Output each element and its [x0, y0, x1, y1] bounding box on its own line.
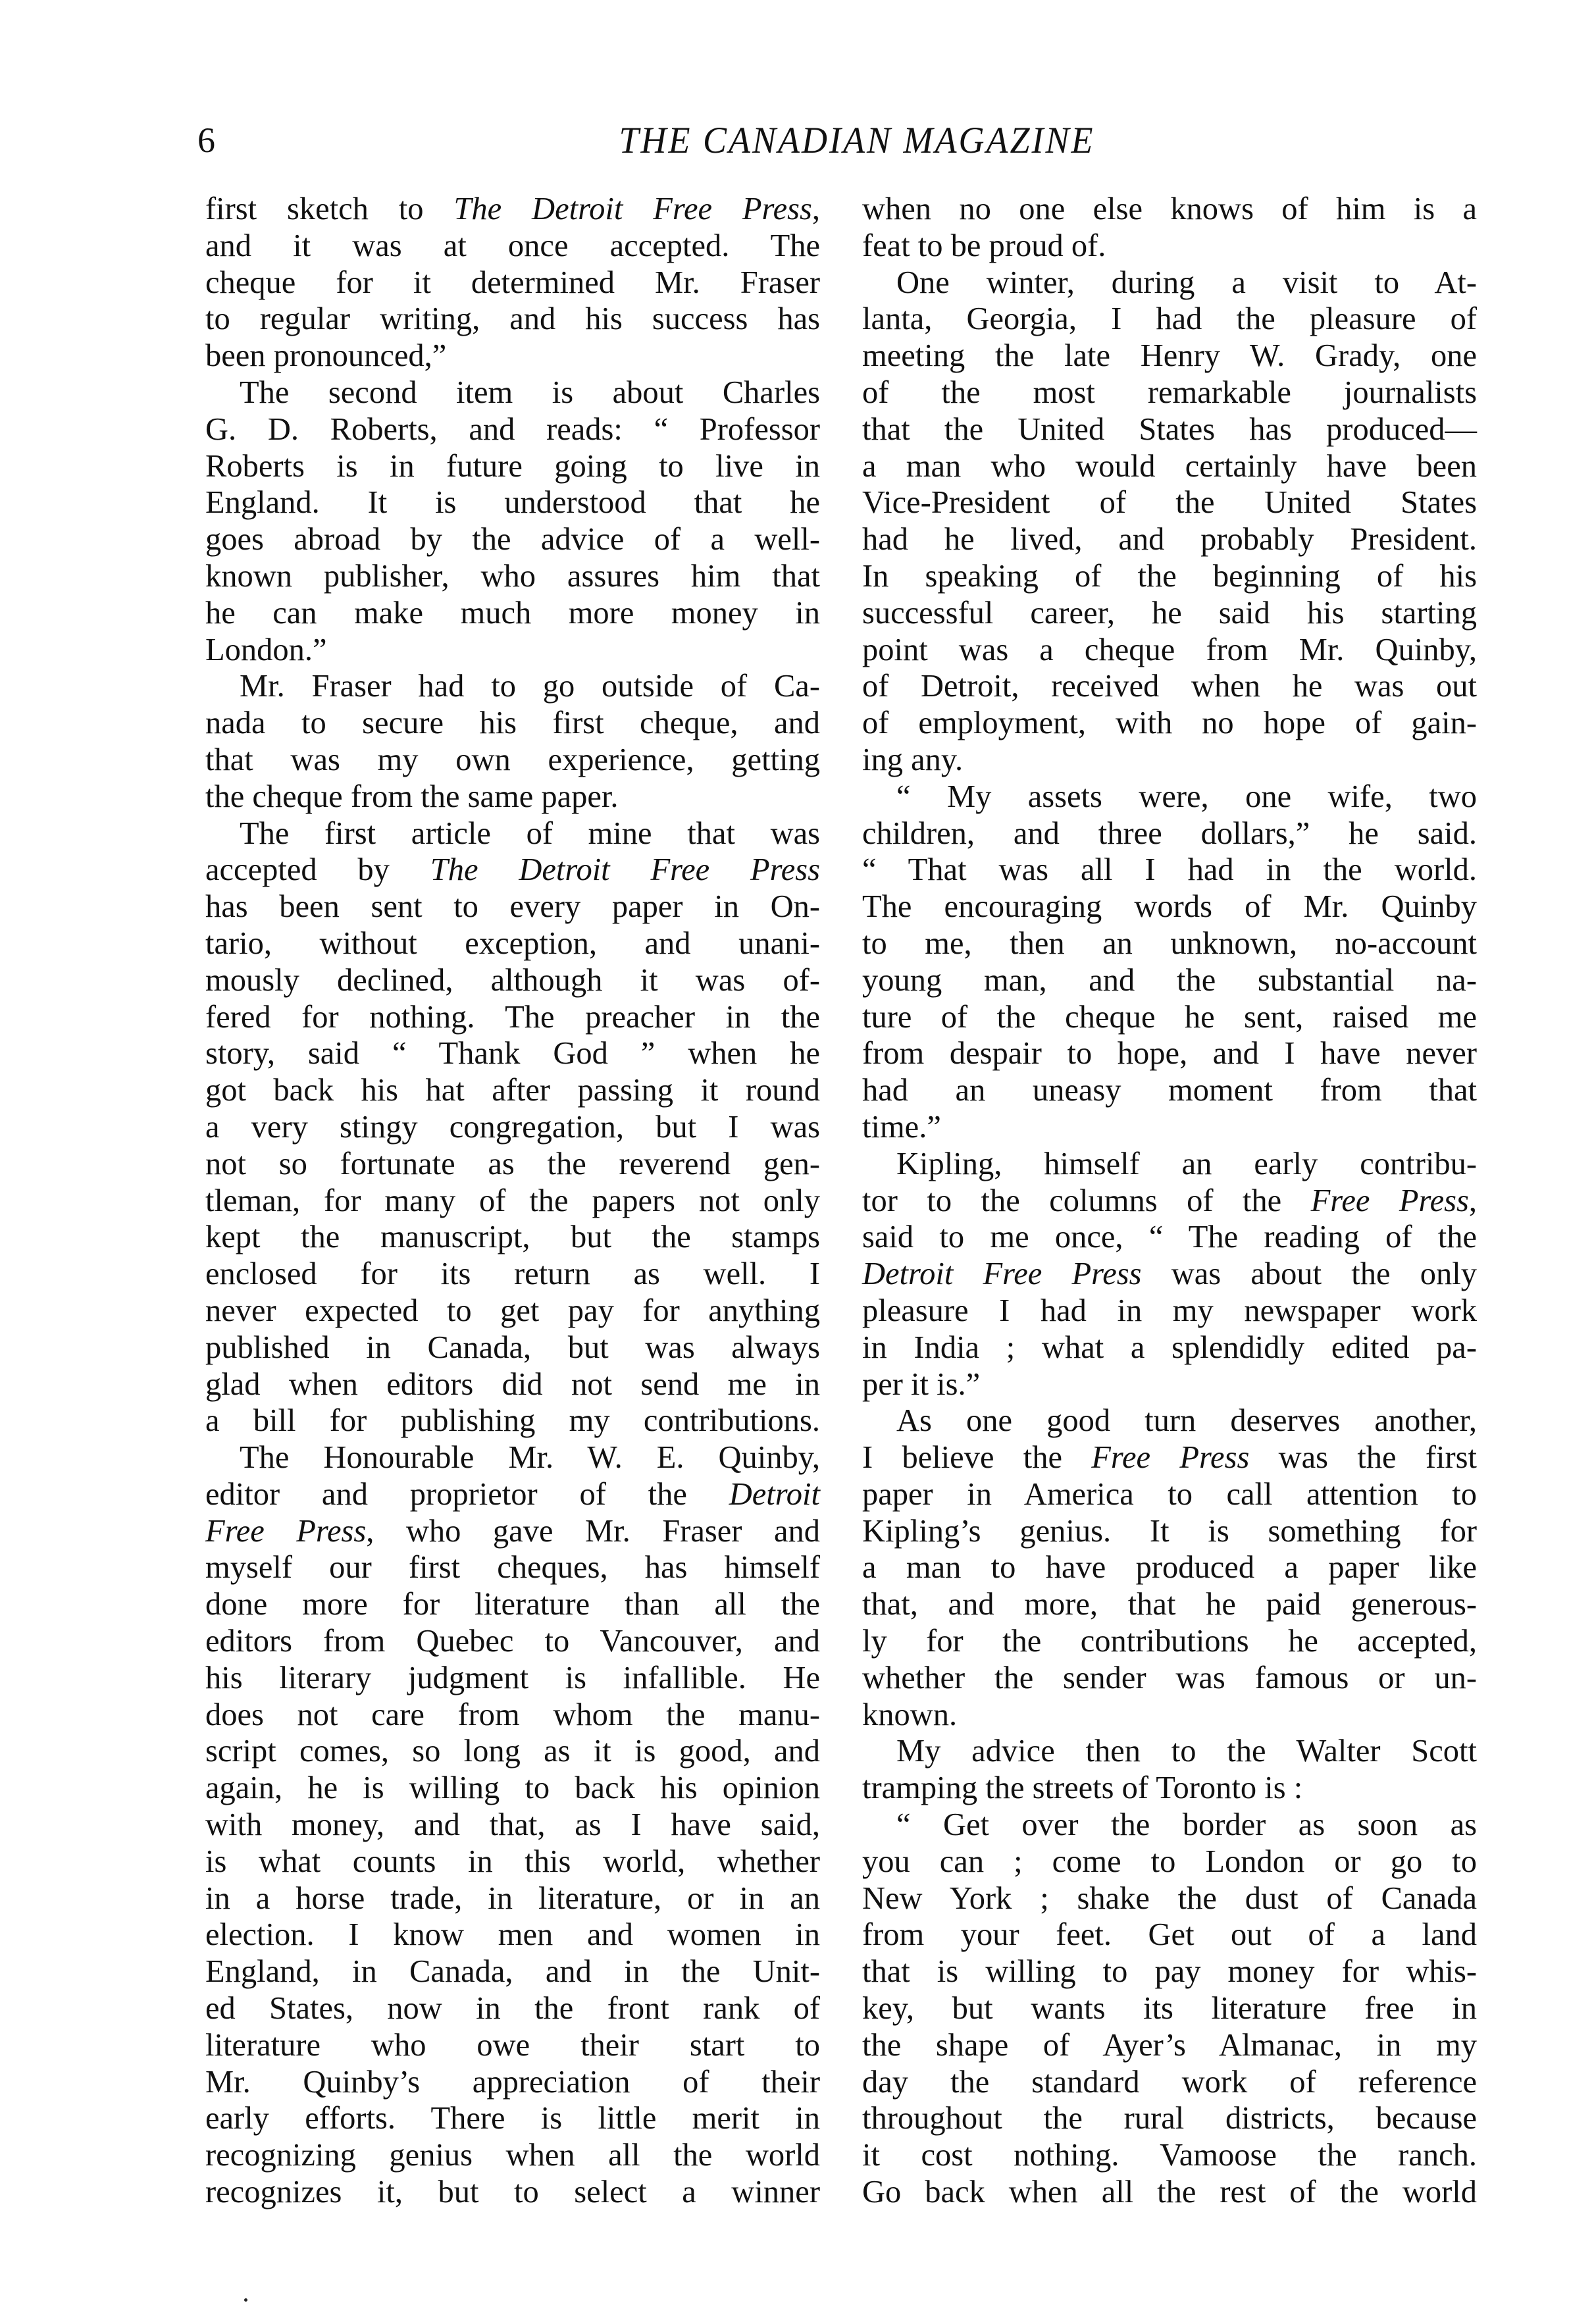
running-title: THE CANADIAN MAGAZINE	[619, 119, 1095, 161]
text-segment: that was my own experience, getting	[205, 742, 820, 777]
text-line	[862, 1844, 1477, 1880]
text-segment: Go back when all the rest of the world	[862, 2175, 1477, 2210]
text-line	[205, 1109, 820, 1146]
text-segment: a man who would certainly have been	[862, 448, 1477, 484]
text-segment: England, in Canada, and in the Unit-	[205, 1954, 820, 1990]
text-line	[205, 889, 820, 925]
text-line	[205, 705, 820, 742]
text-line	[205, 338, 820, 374]
text-line	[862, 1293, 1477, 1330]
text-segment: not so fortunate as the reverend gen-	[205, 1146, 820, 1181]
text-line	[205, 779, 820, 815]
italic-title: Detroit Free Press	[862, 1256, 1142, 1292]
text-segment: election. I know men and women in	[205, 1917, 820, 1953]
text-segment: ,	[811, 192, 820, 226]
text-line	[862, 1990, 1477, 2027]
text-segment: mously declined, although it was of-	[205, 962, 820, 998]
text-line	[862, 852, 1477, 889]
text-line	[205, 558, 820, 595]
italic-title: The Detroit Free Press	[430, 852, 821, 888]
text-line	[862, 1770, 1477, 1807]
text-line	[205, 448, 820, 485]
text-segment: that the United States has produced—	[862, 411, 1477, 447]
text-line	[205, 1623, 820, 1660]
text-line	[862, 1439, 1477, 1476]
text-segment: Mr. Quinby’s appreciation of their	[205, 2064, 820, 2100]
text-line	[862, 815, 1477, 852]
text-segment: to me, then an unknown, no-account	[862, 925, 1477, 961]
text-segment: that is willing to pay money for whis-	[862, 1954, 1477, 1990]
text-segment: tor to the columns of the	[862, 1183, 1311, 1218]
text-line	[205, 632, 820, 669]
text-line	[862, 1586, 1477, 1623]
text-segment: you can ; come to London or go to	[862, 1844, 1477, 1879]
text-segment: a man to have produced a paper like	[862, 1550, 1477, 1586]
text-line	[862, 668, 1477, 705]
text-segment: My advice then to the Walter Scott	[896, 1734, 1477, 1769]
text-line	[205, 484, 820, 521]
print-speck	[244, 2298, 247, 2302]
text-segment: from your feet. Get out of a land	[862, 1917, 1477, 1953]
text-line	[862, 1660, 1477, 1697]
text-segment: fered for nothing. The preacher in the	[205, 999, 820, 1035]
text-segment: G. D. Roberts, and reads: “ Professor	[205, 411, 820, 447]
text-line	[205, 2174, 820, 2211]
text-segment: was about the only	[1141, 1256, 1477, 1292]
text-segment: throughout the rural districts, because	[862, 2101, 1477, 2136]
text-segment: ly for the contributions he accepted,	[862, 1624, 1477, 1659]
italic-title: Detroit	[729, 1476, 820, 1512]
running-header	[0, 117, 1569, 163]
right-text-column	[862, 191, 1477, 2211]
text-line	[862, 1366, 1477, 1403]
text-segment: myself our first cheques, has himself	[205, 1550, 820, 1586]
text-line	[205, 301, 820, 338]
text-segment: Vice-President of the United States	[862, 485, 1477, 521]
text-segment: successful career, he said his starting	[862, 595, 1477, 631]
text-segment: said to me once, “ The reading of the	[862, 1220, 1477, 1255]
text-segment: known.	[862, 1697, 958, 1732]
text-line	[205, 1880, 820, 1917]
text-segment: recognizes it, but to select a winner	[205, 2175, 820, 2210]
text-segment: “ That was all I had in the world.	[862, 852, 1477, 888]
text-segment: ing any.	[862, 742, 964, 777]
text-line	[205, 925, 820, 962]
text-line	[205, 1697, 820, 1734]
text-segment: early efforts. There is little merit in	[205, 2101, 820, 2136]
text-segment: when no one else knows of him is a	[862, 192, 1477, 226]
text-line	[205, 852, 820, 889]
text-line	[862, 228, 1477, 265]
text-line	[205, 1990, 820, 2027]
text-segment: has been sent to every paper in On-	[205, 889, 820, 925]
text-line	[205, 1366, 820, 1403]
text-segment: nada to secure his first cheque, and	[205, 706, 820, 741]
text-line	[205, 1586, 820, 1623]
text-segment: got back his hat after passing it round	[205, 1073, 820, 1108]
text-line	[862, 1109, 1477, 1146]
italic-title: Free Press	[205, 1513, 367, 1549]
text-segment: cheque for it determined Mr. Fraser	[205, 265, 820, 300]
text-line	[862, 595, 1477, 632]
text-line	[862, 1219, 1477, 1256]
text-line	[862, 1917, 1477, 1953]
text-line	[862, 962, 1477, 999]
text-line	[205, 999, 820, 1036]
text-line	[205, 742, 820, 779]
text-segment: in a horse trade, in literature, or in an	[205, 1880, 820, 1916]
text-line	[862, 191, 1477, 228]
text-line	[205, 1330, 820, 1366]
text-line	[205, 411, 820, 448]
text-segment: The Honourable Mr. W. E. Quinby,	[240, 1440, 820, 1476]
page-number: 6	[197, 120, 215, 160]
text-line	[205, 1146, 820, 1183]
text-segment: been pronounced,”	[205, 338, 447, 374]
text-line	[205, 2064, 820, 2101]
text-segment: One winter, during a visit to At-	[896, 265, 1477, 300]
text-line	[862, 301, 1477, 338]
text-segment: Kipling, himself an early contribu-	[896, 1146, 1477, 1181]
text-line	[862, 632, 1477, 669]
text-line	[862, 338, 1477, 374]
text-segment: of the most remarkable journalists	[862, 374, 1477, 410]
text-segment: New York ; shake the dust of Canada	[862, 1880, 1477, 1916]
text-line	[205, 1072, 820, 1109]
text-line	[862, 448, 1477, 485]
text-segment: feat to be proud of.	[862, 228, 1106, 263]
text-line	[862, 484, 1477, 521]
text-segment: Kipling’s genius. It is something for	[862, 1513, 1477, 1549]
text-segment: to regular writing, and his success has	[205, 301, 820, 337]
text-segment: known publisher, who assures him that	[205, 558, 820, 594]
text-segment: published in Canada, but was always	[205, 1330, 820, 1365]
text-segment: he can make much more money in	[205, 595, 820, 631]
text-line	[862, 2137, 1477, 2174]
text-line	[862, 1476, 1477, 1513]
text-line	[205, 1256, 820, 1293]
text-segment: was the first	[1249, 1440, 1477, 1476]
text-segment: story, said “ Thank God ” when he	[205, 1036, 820, 1072]
text-segment: , who gave Mr. Fraser and	[366, 1513, 820, 1549]
text-segment: from despair to hope, and I have never	[862, 1036, 1477, 1072]
text-line	[862, 1697, 1477, 1734]
text-line	[862, 1183, 1477, 1220]
text-segment: the cheque from the same paper.	[205, 779, 619, 814]
text-segment: ,	[1468, 1183, 1477, 1218]
text-segment: London.”	[205, 632, 327, 667]
text-segment: tramping the streets of Toronto is :	[862, 1770, 1303, 1806]
text-segment: tario, without exception, and unani-	[205, 925, 820, 961]
text-segment: tleman, for many of the papers not only	[205, 1183, 820, 1218]
text-line	[205, 374, 820, 411]
text-line	[862, 999, 1477, 1036]
text-line	[862, 1330, 1477, 1366]
text-line	[862, 742, 1477, 779]
text-segment: England. It is understood that he	[205, 485, 820, 521]
left-text-column	[205, 191, 820, 2211]
text-line	[205, 668, 820, 705]
text-segment: “ My assets were, one wife, two	[896, 779, 1477, 814]
text-segment: script comes, so long as it is good, and	[205, 1734, 820, 1769]
text-segment: his literary judgment is infallible. He	[205, 1660, 820, 1695]
text-line	[205, 815, 820, 852]
text-line	[862, 374, 1477, 411]
text-segment: glad when editors did not send me in	[205, 1366, 820, 1402]
text-segment: again, he is willing to back his opinion	[205, 1770, 820, 1806]
text-segment: first sketch to	[205, 192, 454, 226]
text-line	[862, 1146, 1477, 1183]
text-segment: had an uneasy moment from that	[862, 1073, 1477, 1108]
text-segment: of employment, with no hope of gain-	[862, 706, 1477, 741]
text-line	[205, 1035, 820, 1072]
text-segment: Roberts is in future going to live in	[205, 448, 820, 484]
text-segment: with money, and that, as I have said,	[205, 1807, 820, 1843]
text-line	[862, 705, 1477, 742]
text-line	[862, 1953, 1477, 1990]
text-segment: children, and three dollars,” he said.	[862, 815, 1477, 851]
text-segment: enclosed for its return as well. I	[205, 1256, 820, 1292]
text-line	[205, 265, 820, 301]
text-line	[205, 2027, 820, 2064]
text-segment: young man, and the substantial na-	[862, 962, 1477, 998]
text-line	[862, 1513, 1477, 1550]
text-segment: The second item is about Charles	[240, 374, 820, 410]
text-segment: ture of the cheque he sent, raised me	[862, 999, 1477, 1035]
text-line	[205, 1844, 820, 1880]
text-segment: literature who owe their start to	[205, 2027, 820, 2063]
text-segment: recognizing genius when all the world	[205, 2138, 820, 2173]
text-segment: meeting the late Henry W. Grady, one	[862, 338, 1477, 374]
italic-title: Free Press	[1310, 1183, 1469, 1218]
text-segment: accepted by	[205, 852, 430, 888]
text-line	[862, 1623, 1477, 1660]
text-line	[205, 1513, 820, 1550]
text-line	[862, 1072, 1477, 1109]
text-segment: whether the sender was famous or un-	[862, 1660, 1477, 1695]
text-segment: per it is.”	[862, 1366, 981, 1402]
text-line	[862, 889, 1477, 925]
text-line	[862, 1880, 1477, 1917]
text-segment: and it was at once accepted. The	[205, 228, 820, 263]
text-line	[205, 1770, 820, 1807]
text-line	[862, 1733, 1477, 1770]
text-line	[862, 521, 1477, 558]
text-segment: the shape of Ayer’s Almanac, in my	[862, 2027, 1477, 2063]
text-segment: The encouraging words of Mr. Quinby	[862, 889, 1477, 925]
text-line	[205, 962, 820, 999]
text-line	[205, 2137, 820, 2174]
text-segment: kept the manuscript, but the stamps	[205, 1220, 820, 1255]
text-line	[205, 191, 820, 228]
text-segment: never expected to get pay for anything	[205, 1293, 820, 1328]
text-line	[205, 1183, 820, 1220]
text-line	[205, 1219, 820, 1256]
text-segment: of Detroit, received when he was out	[862, 669, 1477, 704]
text-line	[205, 1917, 820, 1953]
text-line	[862, 779, 1477, 815]
text-segment: point was a cheque from Mr. Quinby,	[862, 632, 1477, 667]
text-line	[205, 1476, 820, 1513]
text-segment: As one good turn deserves another,	[896, 1403, 1477, 1439]
text-segment: does not care from whom the manu-	[205, 1697, 820, 1732]
text-line	[862, 1403, 1477, 1439]
text-segment: paper in America to call attention to	[862, 1476, 1477, 1512]
text-line	[205, 2100, 820, 2137]
text-line	[862, 1035, 1477, 1072]
text-segment: lanta, Georgia, I had the pleasure of	[862, 301, 1477, 337]
text-line	[862, 1807, 1477, 1844]
text-segment: editor and proprietor of the	[205, 1476, 729, 1512]
text-line	[205, 1733, 820, 1770]
text-segment: had he lived, and probably President.	[862, 522, 1477, 557]
text-segment: The first article of mine that was	[240, 815, 820, 851]
text-line	[862, 925, 1477, 962]
text-line	[205, 1549, 820, 1586]
text-segment: in India ; what a splendidly edited pa-	[862, 1330, 1477, 1365]
text-line	[205, 1293, 820, 1330]
text-line	[205, 595, 820, 632]
italic-title: The Detroit Free Press	[453, 192, 812, 226]
text-line	[862, 1256, 1477, 1293]
text-line	[205, 1439, 820, 1476]
text-line	[862, 411, 1477, 448]
text-segment: Mr. Fraser had to go outside of Ca-	[240, 669, 820, 704]
text-segment: done more for literature than all the	[205, 1587, 820, 1622]
text-line	[862, 265, 1477, 301]
text-segment: “ Get over the border as soon as	[896, 1807, 1477, 1843]
text-segment: editors from Quebec to Vancouver, and	[205, 1624, 820, 1659]
text-line	[205, 521, 820, 558]
text-line	[862, 2027, 1477, 2064]
text-segment: is what counts in this world, whether	[205, 1844, 820, 1879]
text-segment: that, and more, that he paid generous-	[862, 1587, 1477, 1622]
text-segment: day the standard work of reference	[862, 2064, 1477, 2100]
text-line	[862, 2174, 1477, 2211]
text-segment: a bill for publishing my contributions.	[205, 1403, 820, 1439]
text-line	[205, 1403, 820, 1439]
text-line	[862, 558, 1477, 595]
text-segment: it cost nothing. Vamoose the ranch.	[862, 2138, 1477, 2173]
text-line	[862, 2100, 1477, 2137]
italic-title: Free Press	[1091, 1440, 1250, 1476]
text-segment: ed States, now in the front rank of	[205, 1991, 820, 2027]
text-line	[205, 228, 820, 265]
text-segment: In speaking of the beginning of his	[862, 558, 1477, 594]
text-line	[205, 1660, 820, 1697]
text-line	[862, 2064, 1477, 2101]
text-segment: goes abroad by the advice of a well-	[205, 522, 820, 557]
text-segment: pleasure I had in my newspaper work	[862, 1293, 1477, 1328]
text-line	[205, 1807, 820, 1844]
text-segment: a very stingy congregation, but I was	[205, 1109, 820, 1145]
text-segment: time.”	[862, 1109, 941, 1145]
text-segment: I believe the	[862, 1440, 1092, 1476]
text-line	[862, 1549, 1477, 1586]
text-segment: key, but wants its literature free in	[862, 1991, 1477, 2027]
text-line	[205, 1953, 820, 1990]
